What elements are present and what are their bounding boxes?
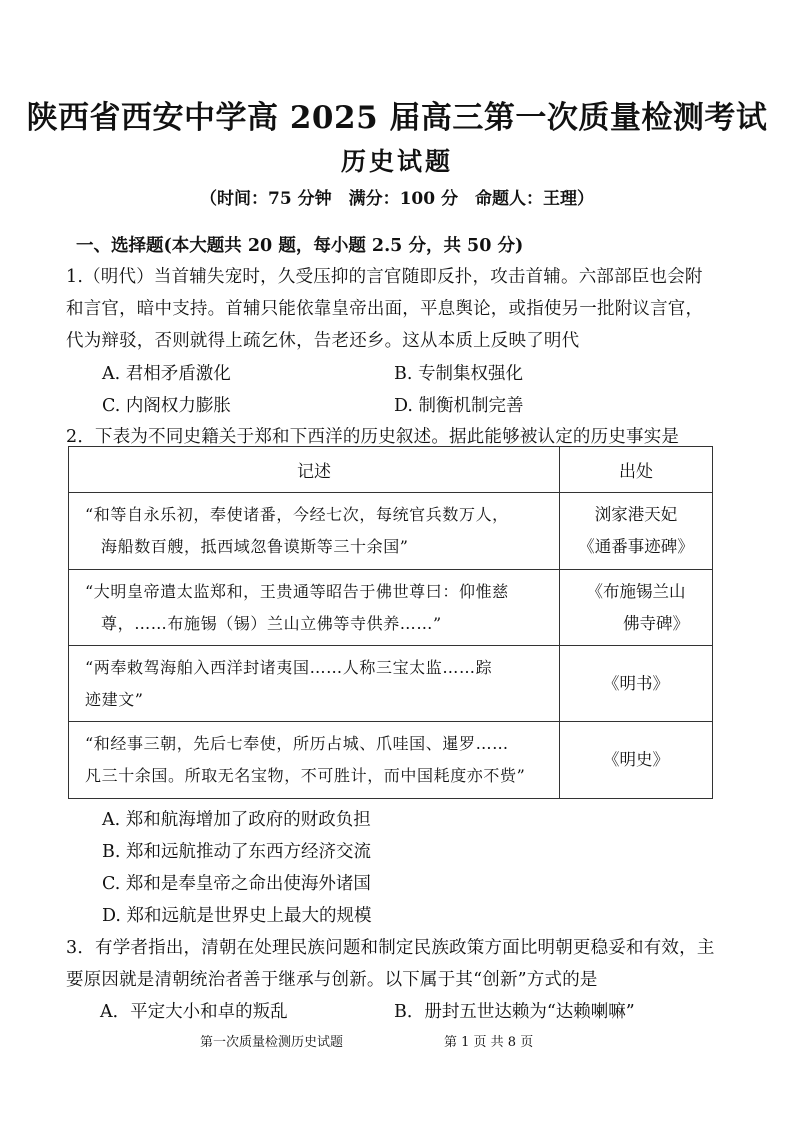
q3-option-b: B．册封五世达赖为“达赖喇嘛” <box>394 1002 635 1022</box>
q1-option-b: B. 专制集权强化 <box>394 364 523 384</box>
q2-option-c: C. 郑和是奉皇帝之命出使海外诸国 <box>102 874 371 894</box>
q1-option-a: A. 君相矛盾激化 <box>102 364 231 384</box>
record-line: 凡三十余国。所取无名宝物，不可胜计，而中国耗度亦不赀” <box>85 766 526 785</box>
source-line: 《明书》 <box>603 673 669 693</box>
record-line: 尊，……布施锡（锡）兰山立佛等寺供养……” <box>101 613 442 633</box>
q2-option-d: D. 郑和远航是世界史上最大的规模 <box>102 906 372 926</box>
q1-line-2: 和言官，暗中支持。首辅只能依靠皇帝出面，平息舆论，或指使另一批附议言官， <box>66 299 704 319</box>
exam-title: 陕西省西安中学高 2025 届高三第一次质量检测考试 <box>26 100 768 136</box>
source-cell <box>560 646 713 722</box>
exam-meta: （时间：75 分钟 满分：100 分 命题人：王理） <box>200 189 594 209</box>
q3-line-2: 要原因就是清朝统治者善于继承与创新。以下属于其“创新”方式的是 <box>66 970 598 990</box>
record-line: “和等自永乐初，奉使诸番，今经七次，每统官兵数万人， <box>85 505 509 524</box>
q2-stem: 2．下表为不同史籍关于郑和下西洋的历史叙述。据此能够被认定的历史事实是 <box>66 427 680 447</box>
record-line: 海船数百艘，抵西域忽鲁谟斯等三十余国” <box>101 537 409 556</box>
source-line: 《通番事迹碑》 <box>578 537 694 556</box>
record-cell <box>69 570 560 646</box>
source-line: 《明史》 <box>603 750 669 769</box>
footer-page-number: 第 1 页 共 8 页 <box>444 1035 534 1050</box>
table-header-row <box>69 447 713 493</box>
table-row <box>69 646 713 722</box>
source-line: 《布施锡兰山 <box>586 581 686 601</box>
source-cell <box>560 570 713 646</box>
source-line: 佛寺碑》 <box>623 613 689 633</box>
q1-line-3: 代为辩驳，否则就得上疏乞休，告老还乡。这从本质上反映了明代 <box>66 331 580 351</box>
record-cell <box>69 493 560 570</box>
header-record: 记述 <box>69 447 560 493</box>
source-line: 浏家港天妃 <box>594 505 678 524</box>
source-cell <box>560 722 713 799</box>
q2-option-b: B. 郑和远航推动了东西方经济交流 <box>102 842 371 862</box>
source-cell <box>560 493 713 570</box>
table-row <box>69 722 713 799</box>
footer-exam-name: 第一次质量检测历史试题 <box>200 1035 344 1050</box>
header-source: 出处 <box>560 447 713 493</box>
record-cell <box>69 722 560 799</box>
record-line: “大明皇帝遣太监郑和，王贵通等昭告于佛世尊曰：仰惟慈 <box>85 581 509 601</box>
record-line: 迹建文” <box>85 689 144 709</box>
q3-line-1: 3．有学者指出，清朝在处理民族问题和制定民族政策方面比明朝更稳妥和有效，主 <box>66 938 715 958</box>
q1-line-1: 1.（明代）当首辅失宠时，久受压抑的言官随即反扑，攻击首辅。六部部臣也会附 <box>66 267 703 287</box>
section-heading: 一、选择题(本大题共 20 题，每小题 2.5 分，共 50 分) <box>76 236 524 256</box>
q2-source-table <box>68 446 713 799</box>
table-row <box>69 570 713 646</box>
q1-option-d: D. 制衡机制完善 <box>394 396 524 416</box>
q2-option-a: A. 郑和航海增加了政府的财政负担 <box>102 810 371 830</box>
subject-title: 历史试题 <box>340 147 453 176</box>
q1-option-c: C. 内阁权力膨胀 <box>102 396 231 416</box>
record-cell <box>69 646 560 722</box>
q3-option-a: A．平定大小和卓的叛乱 <box>100 1002 288 1022</box>
record-line: “两奉敕驾海舶入西洋封诸夷国……人称三宝太监……踪 <box>85 657 493 677</box>
record-line: “和经事三朝，先后七奉使，所历占城、爪哇国、暹罗…… <box>85 734 509 753</box>
table-row <box>69 493 713 570</box>
